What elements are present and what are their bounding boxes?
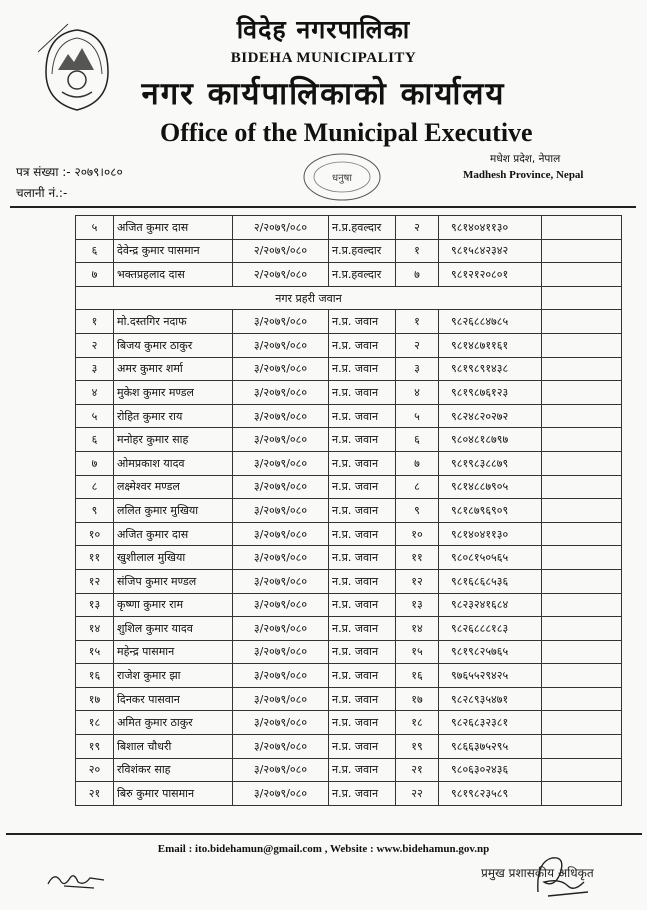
blank-cell — [542, 428, 622, 452]
name-cell: खुशीलाल मुखिया — [114, 546, 233, 570]
rank-cell: न.प्र. जवान — [329, 593, 396, 617]
section-row — [76, 286, 622, 310]
rank-cell: न.प्र. जवान — [329, 664, 396, 688]
phone-cell: ९८१८७९६९०९ — [439, 499, 542, 523]
reference-cell: ३/२०७९/०८० — [233, 428, 329, 452]
phone-cell: ९८१४०४११३० — [439, 522, 542, 546]
serial-number-cell: २० — [76, 758, 114, 782]
serial-number-cell: ५ — [76, 404, 114, 428]
name-cell: बिरु कुमार पासमान — [114, 782, 233, 806]
name-cell: अमर कुमार शर्मा — [114, 357, 233, 381]
blank-cell — [542, 640, 622, 664]
phone-cell: ९८०४८१८७९७ — [439, 428, 542, 452]
rank-cell: न.प्र. जवान — [329, 687, 396, 711]
reference-cell: ३/२०७९/०८० — [233, 333, 329, 357]
blank-cell — [542, 451, 622, 475]
table-row — [76, 711, 622, 735]
name-cell: लक्ष्मेश्वर मण्डल — [114, 475, 233, 499]
name-cell: दिनकर पासवान — [114, 687, 233, 711]
table-row — [76, 381, 622, 405]
municipality-name-en: BIDEHA MUNICIPALITY — [230, 50, 417, 66]
id-number-cell: १४ — [396, 617, 439, 641]
reference-cell: २/२०७९/०८० — [233, 216, 329, 240]
blank-cell — [542, 381, 622, 405]
phone-cell: ९८१४०४११३० — [439, 216, 542, 240]
serial-number-cell: २ — [76, 333, 114, 357]
header-divider — [10, 206, 636, 208]
phone-cell: ९८१९८९१४३८ — [439, 357, 542, 381]
id-number-cell: १ — [396, 310, 439, 334]
reference-cell: ३/२०७९/०८० — [233, 546, 329, 570]
rank-cell: न.प्र.हवल्दार — [329, 263, 396, 287]
rank-cell: न.प्र. जवान — [329, 640, 396, 664]
serial-number-cell: १९ — [76, 735, 114, 759]
rank-cell: न.प्र. जवान — [329, 758, 396, 782]
name-cell: ललित कुमार मुखिया — [114, 499, 233, 523]
id-number-cell: २१ — [396, 758, 439, 782]
dispatch-number: चलानी नं.:- — [16, 186, 68, 200]
table-row — [76, 782, 622, 806]
table-row — [76, 263, 622, 287]
id-number-cell: १६ — [396, 664, 439, 688]
rank-cell: न.प्र. जवान — [329, 357, 396, 381]
table-row — [76, 593, 622, 617]
serial-number-cell: १६ — [76, 664, 114, 688]
reference-cell: ३/२०७९/०८० — [233, 758, 329, 782]
serial-number-cell: ५ — [76, 216, 114, 240]
blank-cell — [542, 475, 622, 499]
municipality-name-np: विदेह नगरपालिका — [236, 15, 411, 44]
serial-number-cell: ६ — [76, 428, 114, 452]
reference-cell: ३/२०७९/०८० — [233, 522, 329, 546]
reference-cell: ३/२०७९/०८० — [233, 451, 329, 475]
reference-cell: ३/२०७९/०८० — [233, 310, 329, 334]
rank-cell: न.प्र. जवान — [329, 428, 396, 452]
blank-cell — [542, 216, 622, 240]
name-cell: शुशिल कुमार यादव — [114, 617, 233, 641]
blank-cell — [542, 239, 622, 263]
serial-number-cell: ८ — [76, 475, 114, 499]
phone-cell: ९८६६३७५२९५ — [439, 735, 542, 759]
table-row — [76, 735, 622, 759]
table-row — [76, 357, 622, 381]
reference-cell: ३/२०७९/०८० — [233, 357, 329, 381]
table-row — [76, 499, 622, 523]
table-row — [76, 522, 622, 546]
table-row — [76, 451, 622, 475]
id-number-cell: ७ — [396, 451, 439, 475]
name-cell: कृष्णा कुमार राम — [114, 593, 233, 617]
table-row — [76, 475, 622, 499]
serial-number-cell: ११ — [76, 546, 114, 570]
blank-cell — [542, 735, 622, 759]
blank-cell — [542, 617, 622, 641]
reference-cell: ३/२०७९/०८० — [233, 499, 329, 523]
name-cell: मनोहर कुमार साह — [114, 428, 233, 452]
table-row — [76, 617, 622, 641]
rank-cell: न.प्र. जवान — [329, 310, 396, 334]
rank-cell: न.प्र. जवान — [329, 711, 396, 735]
section-header — [76, 286, 622, 310]
rank-cell: न.प्र. जवान — [329, 735, 396, 759]
signature-left-icon — [44, 866, 114, 892]
table-row — [76, 687, 622, 711]
reference-cell: ३/२०७९/०८० — [233, 617, 329, 641]
name-cell: मुकेश कुमार मण्डल — [114, 381, 233, 405]
id-number-cell: ४ — [396, 381, 439, 405]
blank-cell — [542, 782, 622, 806]
name-cell: अजित कुमार दास — [114, 522, 233, 546]
phone-cell: ९८१५८४२३४२ — [439, 239, 542, 263]
name-cell: बिशाल चौधरी — [114, 735, 233, 759]
table-row — [76, 428, 622, 452]
reference-cell: ३/२०७९/०८० — [233, 640, 329, 664]
rank-cell: न.प्र. जवान — [329, 404, 396, 428]
serial-number-cell: ३ — [76, 357, 114, 381]
office-name-np: नगर कार्यपालिकाको कार्यालय — [141, 76, 506, 112]
phone-cell: ९८१९८३८८७९ — [439, 451, 542, 475]
rank-cell: न.प्र.हवल्दार — [329, 216, 396, 240]
rank-cell: न.प्र. जवान — [329, 475, 396, 499]
id-number-cell: ५ — [396, 404, 439, 428]
phone-cell: ९८२६८३२३८१ — [439, 711, 542, 735]
rank-cell: न.प्र. जवान — [329, 499, 396, 523]
id-number-cell: १२ — [396, 569, 439, 593]
phone-cell: ९८२४८२०२७२ — [439, 404, 542, 428]
blank-cell — [542, 357, 622, 381]
table-row — [76, 239, 622, 263]
reference-cell: २/२०७९/०८० — [233, 263, 329, 287]
rank-cell: न.प्र. जवान — [329, 569, 396, 593]
id-number-cell: १७ — [396, 687, 439, 711]
id-number-cell: ८ — [396, 475, 439, 499]
id-number-cell: १८ — [396, 711, 439, 735]
id-number-cell: १० — [396, 522, 439, 546]
name-cell: ओमप्रकाश यादव — [114, 451, 233, 475]
serial-number-cell: १३ — [76, 593, 114, 617]
rank-cell: न.प्र. जवान — [329, 451, 396, 475]
reference-cell: २/२०७९/०८० — [233, 239, 329, 263]
serial-number-cell: ७ — [76, 263, 114, 287]
phone-cell: ९८१६८६८५३६ — [439, 569, 542, 593]
reference-cell: ३/२०७९/०८० — [233, 664, 329, 688]
id-number-cell: २२ — [396, 782, 439, 806]
reference-cell: ३/२०७९/०८० — [233, 381, 329, 405]
phone-cell: ९८१९८७६१२३ — [439, 381, 542, 405]
table-body-top — [76, 216, 622, 287]
reference-cell: ३/२०७९/०८० — [233, 782, 329, 806]
phone-cell: ९८१९८२५७६५ — [439, 640, 542, 664]
table-row — [76, 404, 622, 428]
serial-number-cell: १५ — [76, 640, 114, 664]
chief-officer-label: प्रमुख प्रशासकीय अधिकृत — [481, 866, 594, 880]
id-number-cell: १ — [396, 239, 439, 263]
table-row — [76, 569, 622, 593]
name-cell: रोहित कुमार राय — [114, 404, 233, 428]
phone-cell: ९८२३२४१६८४ — [439, 593, 542, 617]
reference-cell: ३/२०७९/०८० — [233, 593, 329, 617]
province-np: मधेश प्रदेश, नेपाल — [490, 153, 561, 165]
table-row — [76, 664, 622, 688]
serial-number-cell: ६ — [76, 239, 114, 263]
phone-cell: ९८१९८२३५८९ — [439, 782, 542, 806]
table-row — [76, 758, 622, 782]
section-title: नगर प्रहरी जवान — [76, 286, 542, 310]
blank-cell — [542, 333, 622, 357]
name-cell: अमित कुमार ठाकुर — [114, 711, 233, 735]
id-number-cell: १३ — [396, 593, 439, 617]
footer-contact: Email : ito.bidehamun@gmail.com , Website : www.bidehamun.gov.np — [157, 843, 490, 855]
office-name-en: Office of the Municipal Executive — [160, 118, 533, 147]
serial-number-cell: १७ — [76, 687, 114, 711]
rank-cell: न.प्र. जवान — [329, 546, 396, 570]
id-number-cell: ७ — [396, 263, 439, 287]
phone-cell: ९८२६८८४७८५ — [439, 310, 542, 334]
id-number-cell: ३ — [396, 357, 439, 381]
serial-number-cell: २१ — [76, 782, 114, 806]
rank-cell: न.प्र. जवान — [329, 522, 396, 546]
blank-cell — [542, 593, 622, 617]
id-number-cell: ६ — [396, 428, 439, 452]
phone-cell: ९८१४८८७९०५ — [439, 475, 542, 499]
name-cell: मो.दस्तगिर नदाफ — [114, 310, 233, 334]
reference-cell: ३/२०७९/०८० — [233, 569, 329, 593]
name-cell: राजेश कुमार झा — [114, 664, 233, 688]
signature-right-icon — [508, 852, 598, 908]
staff-table — [75, 215, 622, 806]
serial-number-cell: १८ — [76, 711, 114, 735]
serial-number-cell: १२ — [76, 569, 114, 593]
serial-number-cell: ७ — [76, 451, 114, 475]
rank-cell: न.प्र. जवान — [329, 617, 396, 641]
name-cell: भक्तप्रहलाद दास — [114, 263, 233, 287]
id-number-cell: २ — [396, 216, 439, 240]
letter-number: पत्र संख्या :- २०७९।०८० — [16, 165, 123, 179]
table-row — [76, 640, 622, 664]
blank-cell — [542, 569, 622, 593]
serial-number-cell: ९ — [76, 499, 114, 523]
stamp-text: धनुषा — [331, 173, 353, 184]
reference-cell: ३/२०७९/०८० — [233, 475, 329, 499]
rank-cell: न.प्र.हवल्दार — [329, 239, 396, 263]
serial-number-cell: १ — [76, 310, 114, 334]
table-row — [76, 310, 622, 334]
footer-divider — [6, 833, 642, 835]
rank-cell: न.प्र. जवान — [329, 381, 396, 405]
id-number-cell: ११ — [396, 546, 439, 570]
rank-cell: न.प्र. जवान — [329, 333, 396, 357]
name-cell: देवेन्द्र कुमार पासमान — [114, 239, 233, 263]
blank-cell — [542, 758, 622, 782]
phone-cell: ९७६५५२९४२५ — [439, 664, 542, 688]
office-stamp-icon — [300, 150, 384, 204]
table-body-bottom — [76, 310, 622, 805]
phone-cell: ९८०६३०२४३६ — [439, 758, 542, 782]
reference-cell: ३/२०७९/०८० — [233, 404, 329, 428]
serial-number-cell: ४ — [76, 381, 114, 405]
id-number-cell: ९ — [396, 499, 439, 523]
province-en: Madhesh Province, Nepal — [463, 169, 584, 181]
blank-cell — [542, 664, 622, 688]
id-number-cell: १५ — [396, 640, 439, 664]
blank-cell — [542, 499, 622, 523]
blank-cell — [542, 687, 622, 711]
rank-cell: न.प्र. जवान — [329, 782, 396, 806]
phone-cell: ९८२८९३५४७१ — [439, 687, 542, 711]
blank-cell — [542, 263, 622, 287]
table-row — [76, 216, 622, 240]
id-number-cell: १९ — [396, 735, 439, 759]
blank-cell — [542, 546, 622, 570]
blank-cell — [542, 522, 622, 546]
serial-number-cell: १० — [76, 522, 114, 546]
name-cell: अजित कुमार दास — [114, 216, 233, 240]
phone-cell: ९८१४८७११६१ — [439, 333, 542, 357]
phone-cell: ९८१२१२०८०१ — [439, 263, 542, 287]
blank-cell — [542, 310, 622, 334]
serial-number-cell: १४ — [76, 617, 114, 641]
reference-cell: ३/२०७९/०८० — [233, 687, 329, 711]
reference-cell: ३/२०७९/०८० — [233, 735, 329, 759]
id-number-cell: २ — [396, 333, 439, 357]
reference-cell: ३/२०७९/०८० — [233, 711, 329, 735]
name-cell: बिजय कुमार ठाकुर — [114, 333, 233, 357]
table-row — [76, 546, 622, 570]
phone-cell: ९८२६८८८१८३ — [439, 617, 542, 641]
name-cell: संजिप कुमार मण्डल — [114, 569, 233, 593]
blank-cell — [542, 404, 622, 428]
phone-cell: ९८०८१५०५६५ — [439, 546, 542, 570]
blank-cell — [542, 711, 622, 735]
name-cell: महेन्द्र पासमान — [114, 640, 233, 664]
name-cell: रविशंकर साह — [114, 758, 233, 782]
table-row — [76, 333, 622, 357]
